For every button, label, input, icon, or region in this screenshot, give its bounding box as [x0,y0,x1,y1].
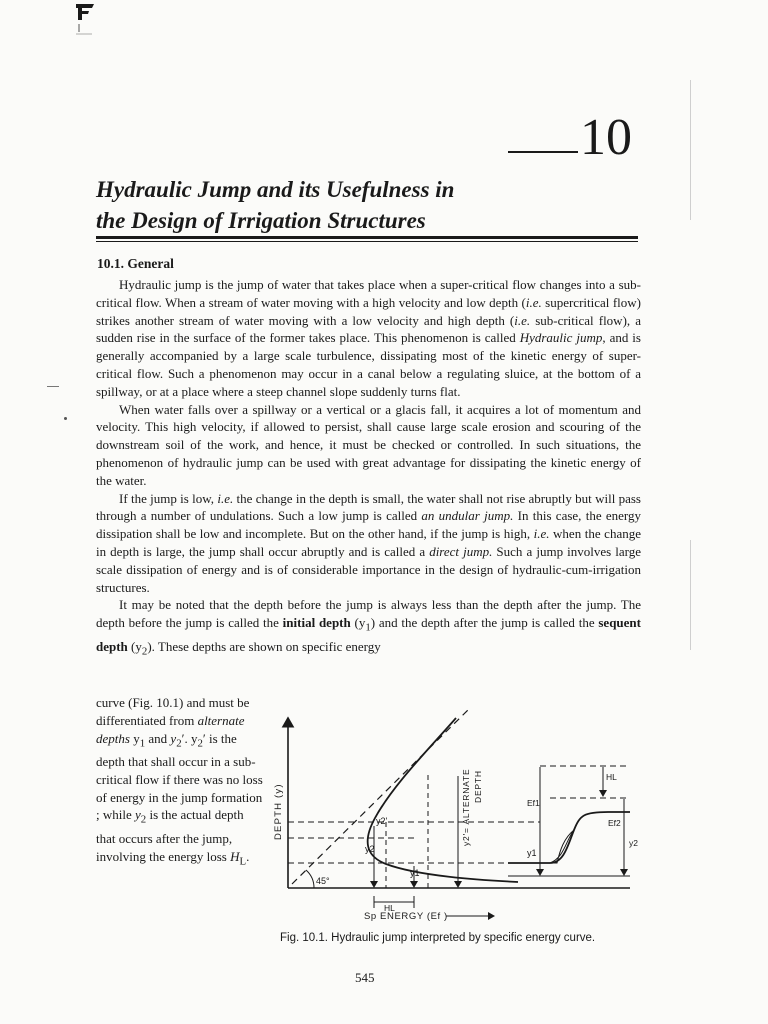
text-run: ) and the depth after the jump is called the [370,615,599,631]
text-run: y [170,730,177,746]
text-run: . [246,848,250,864]
margin-mark [47,386,59,387]
text-run: , and is generally accompanied by a large scale turbulence, dissipating most of the kinetic energy of super-critical flow. Such a phenomenon may occur in a canal below a regulating sluice, at the bottom of a spillway, or at a place where a steep channel slope suddenly turns flat. [96,330,641,399]
body-paragraph [96,490,641,597]
chapter-number: 10 [580,109,632,166]
page-edge-line [690,540,691,650]
forty-five-degree-arc [306,870,314,888]
y2-label: y2 [365,844,375,854]
figure-caption [280,932,650,944]
hl-label: HL [606,772,617,782]
text-run: and [145,730,171,746]
text-run: L [239,855,247,868]
alternate-depth-label-depth: DEPTH [473,770,483,803]
text-run: i.e. [217,490,234,506]
text-run: sequent depth [96,615,641,654]
text-run: 2 [176,737,182,750]
page-edge-line [690,80,691,220]
hl-bottom-label: HL [384,903,395,913]
chapter-title [96,174,656,236]
text-run: sub-critical flow), a sudden rise in the surface of the former takes place. This phenomenon is called [96,312,641,346]
text-run: (y [350,615,366,631]
specific-energy-figure [268,700,638,932]
text-run: direct jump. [429,543,493,559]
x-axis-label: Sp ENERGY (Ef ) [364,911,448,922]
text-run: curve (Fig. 10.1) and must be differentiated from [96,695,250,728]
alternate-depth-label: y2'= ALTERNATE [461,768,471,846]
text-run: is the actual depth that occurs after the jump, involving the energy loss [96,807,244,864]
title-rule-thick [96,236,638,239]
y2-prime-label: y2' [376,816,388,826]
text-run: alternate depths [96,712,245,746]
text-run: Hydraulic jump [519,330,603,346]
jump-y2-label: y2 [629,838,638,848]
jump-y1-label: y1 [527,848,537,858]
text-run: 1 [139,737,146,750]
y1-label: y1 [410,868,420,878]
body-paragraph [96,401,641,490]
text-run: 2 [197,737,203,750]
section-heading: 10.1. General [97,256,174,271]
text-run: (y [127,638,142,654]
text-run: supercritical flow) strikes another stream of water moving with a low velocity and high depth ( [96,294,641,328]
figure-wrap-text [96,694,266,871]
chapter-title-line-2: the Design of Irrigation Structures [96,208,426,233]
body-text [96,276,641,661]
corner-printer-mark [74,2,96,36]
text-run: Hydraulic jump is the jump of water that takes place when a super-critical flow changes into a sub-critical flow. When a stream of water moving with a high velocity and low depth ( [96,277,641,310]
ef2-label: Ef2 [608,818,621,828]
text-run: If the jump is low, [119,490,218,506]
text-run: 2 [141,645,148,658]
text-run: It may be noted that the depth before the jump is always less than the depth after the jump. The depth before the jump is called the [96,597,641,631]
forty-five-degree-line [292,708,470,884]
text-run: ). These depths are shown on specific energy [147,638,381,654]
text-run: 1 [365,621,371,634]
page-number: 545 [355,970,375,985]
text-run: i.e. [514,312,531,328]
text-run: Such a jump involves large scale dissipation of energy and is of considerable importance in the design of hydraulic-cum-irrigation structures. [96,543,642,595]
angle-label: 45° [316,876,330,886]
wrap-paragraph [96,694,266,871]
text-run: When water falls over a spillway or a vertical or a glacis fall, it acquires a lot of momentum and velocity. This high velocity, if allowed to persist, shall cause large scale erosion and scouring of the downstream soil of the work, and hence, it must be checked or controlled. In such situations, the phenomenon of hydraulic jump can be used with great advantage for dissipating the kinetic energy of the water. [96,401,641,488]
text-run: H [230,848,240,864]
ef1-label: Ef1 [527,798,540,808]
figure-caption-text: Hydraulic jump interpreted by specific energy curve. [327,932,596,944]
text-run: i.e. [525,294,542,310]
text-run: ′ is the depth that shall occur in a sub-critical flow if there was no loss of energy in the jump formation ; while [96,730,263,823]
text-run: initial depth [282,615,351,631]
figure-caption-number: Fig. 10.1. [280,932,328,944]
body-paragraph [96,276,641,401]
text-run: 2 [140,813,147,826]
title-rule-thin [96,241,638,242]
text-run: i.e. [533,526,550,542]
text-run: In this case, the energy dissipation shall be low and incomplete. But on the other hand, if the jump is high, [96,508,641,542]
text-run: y [135,807,141,823]
chapter-number-rule [508,151,578,153]
text-run: ′. y [181,730,198,746]
chapter-title-line-1: Hydraulic Jump and its Usefulness in [96,177,455,202]
text-run: when the change in depth is large, the jump shall occur abruptly and is called a [96,526,641,559]
text-run: y [129,730,140,746]
y-axis-label: DEPTH (y) [273,783,284,840]
margin-dot [64,417,67,420]
text-run: an undular jump. [421,508,514,524]
specific-energy-curve [368,718,518,882]
body-paragraph [96,596,641,661]
text-run: the change in the depth is small, the water shall not rise abruptly but will pass through a number of undulations. Such a low jump is called [96,490,641,524]
